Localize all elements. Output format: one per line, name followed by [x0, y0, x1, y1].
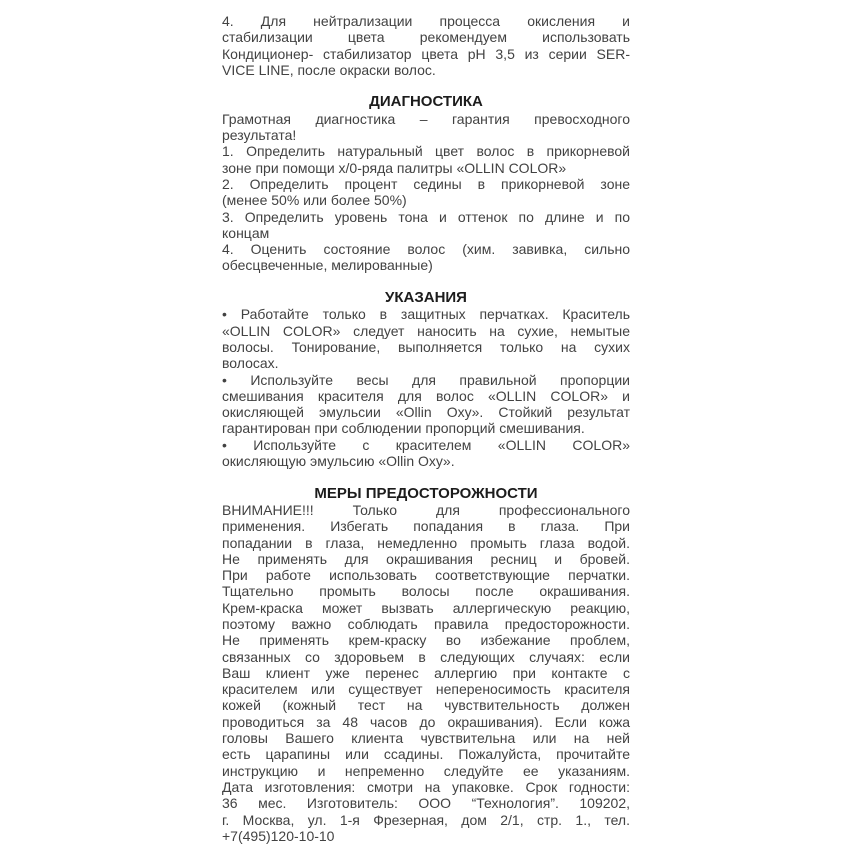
text-line: Не применять крем-краску во избежание проблем,	[222, 632, 630, 649]
text-line: применения. Избегать попадания в глаза. При	[222, 518, 630, 535]
text-line: есть царапины или ссадины. Пожалуйста, прочитайте	[222, 746, 630, 763]
paragraph	[222, 13, 630, 78]
text-line: смешивания красителя для волос «OLLIN COLOR» и	[222, 387, 630, 404]
section-instructions	[222, 290, 630, 469]
text-line: • Используйте весы для правильной пропорции	[222, 371, 630, 388]
paragraph	[222, 437, 630, 470]
text-line: проводиться за 48 часов до окрашивания). Если кожа	[222, 713, 630, 730]
section-heading: ДИАГНОСТИКА	[369, 93, 483, 111]
text-line: связанных со здоровьем в следующих случаях: если	[222, 648, 630, 665]
section-heading: УКАЗАНИЯ	[385, 289, 467, 307]
text-line: • Работайте только в защитных перчатках. Краситель	[222, 306, 630, 323]
paragraph	[222, 209, 630, 242]
text-line: г. Москва, ул. 1-я Фрезерная, дом 2/1, стр. 1., тел.	[222, 811, 630, 828]
text-line: «OLLIN COLOR» следует наносить на сухие, немытые	[222, 322, 630, 339]
text-line: 4. Оценить состояние волос (хим. завивка, сильно	[222, 241, 630, 258]
text-line: Кондиционер- стабилизатор цвета pH 3,5 из серии SER-	[222, 45, 630, 62]
text-line: волосы. Тонирование, выполняется только на сухих	[222, 338, 630, 355]
section-diagnostics	[222, 94, 630, 273]
paragraph	[222, 176, 630, 209]
text-line: 36 мес. Изготовитель: ООО “Технология”. 109202,	[222, 795, 630, 812]
text-line: инструкцию и непременно следуйте ее указаниям.	[222, 762, 630, 779]
text-line: волосах.	[222, 355, 279, 372]
text-line: 2. Определить процент седины в прикорневой зоне	[222, 175, 630, 192]
text-line: концам	[222, 224, 270, 241]
text-line: кожей (кожный тест на чувствительность должен	[222, 697, 630, 714]
text-line: +7(495)120-10-10	[222, 827, 335, 844]
text-line: результата!	[222, 127, 297, 144]
text-line: окисляющей эмульсии «Ollin Oxy». Стойкий результат	[222, 404, 630, 421]
text-line: стабилизации цвета рекомендуем использовать	[222, 29, 630, 46]
paragraph	[222, 306, 630, 371]
text-line: 3. Определить уровень тона и оттенок по длине и по	[222, 208, 630, 225]
section-heading: МЕРЫ ПРЕДОСТОРОЖНОСТИ	[314, 484, 538, 502]
text-line: Грамотная диагностика – гарантия превосходного	[222, 110, 630, 127]
section-intro-step4	[222, 13, 630, 78]
text-line: Тщательно промыть волосы после окрашивания.	[222, 583, 630, 600]
text-line: зоне при помощи х/0-ряда палитры «OLLIN COLOR»	[222, 159, 567, 176]
text-line: • Используйте с красителем «OLLIN COLOR»	[222, 436, 630, 453]
text-line: При работе использовать соответствующие перчатки.	[222, 567, 630, 584]
text-line: Крем-краска может вызвать аллергическую реакцию,	[222, 599, 630, 616]
text-line: (менее 50% или более 50%)	[222, 192, 407, 209]
text-line: 4. Для нейтрализации процесса окисления и	[222, 13, 630, 29]
paragraph	[222, 111, 630, 144]
text-line: головы Вашего клиента чувствительна или на ней	[222, 730, 630, 747]
paragraph	[222, 143, 630, 176]
text-line: ВНИМАНИЕ!!! Только для профессионального	[222, 501, 630, 518]
paragraph	[222, 502, 630, 844]
text-line: 1. Определить натуральный цвет волос в прикорневой	[222, 143, 630, 160]
text-line: обесцвеченные, мелированные)	[222, 257, 433, 274]
text-line: красителем или существует непереносимость красителя	[222, 681, 630, 698]
text-line: VICE LINE, после окраски волос.	[222, 61, 436, 78]
text-line: гарантирован при соблюдении пропорций смешивания.	[222, 420, 585, 437]
text-line: Дата изготовления: смотри на упаковке. Срок годности:	[222, 778, 630, 795]
text-line: поэтому важно соблюдать правила предосторожности.	[222, 615, 630, 632]
text-line: окисляющую эмульсию «Ollin Oxy».	[222, 453, 455, 470]
text-line: Ваш клиент уже перенес аллергию при контакте с	[222, 664, 630, 681]
section-precautions	[222, 486, 630, 845]
instruction-text-column	[222, 13, 630, 844]
text-line: Не применять для окрашивания ресниц и бровей.	[222, 550, 630, 567]
paragraph	[222, 372, 630, 437]
paragraph	[222, 241, 630, 274]
text-line: попадании в глаза, немедленно промыть глаза водой.	[222, 534, 630, 551]
